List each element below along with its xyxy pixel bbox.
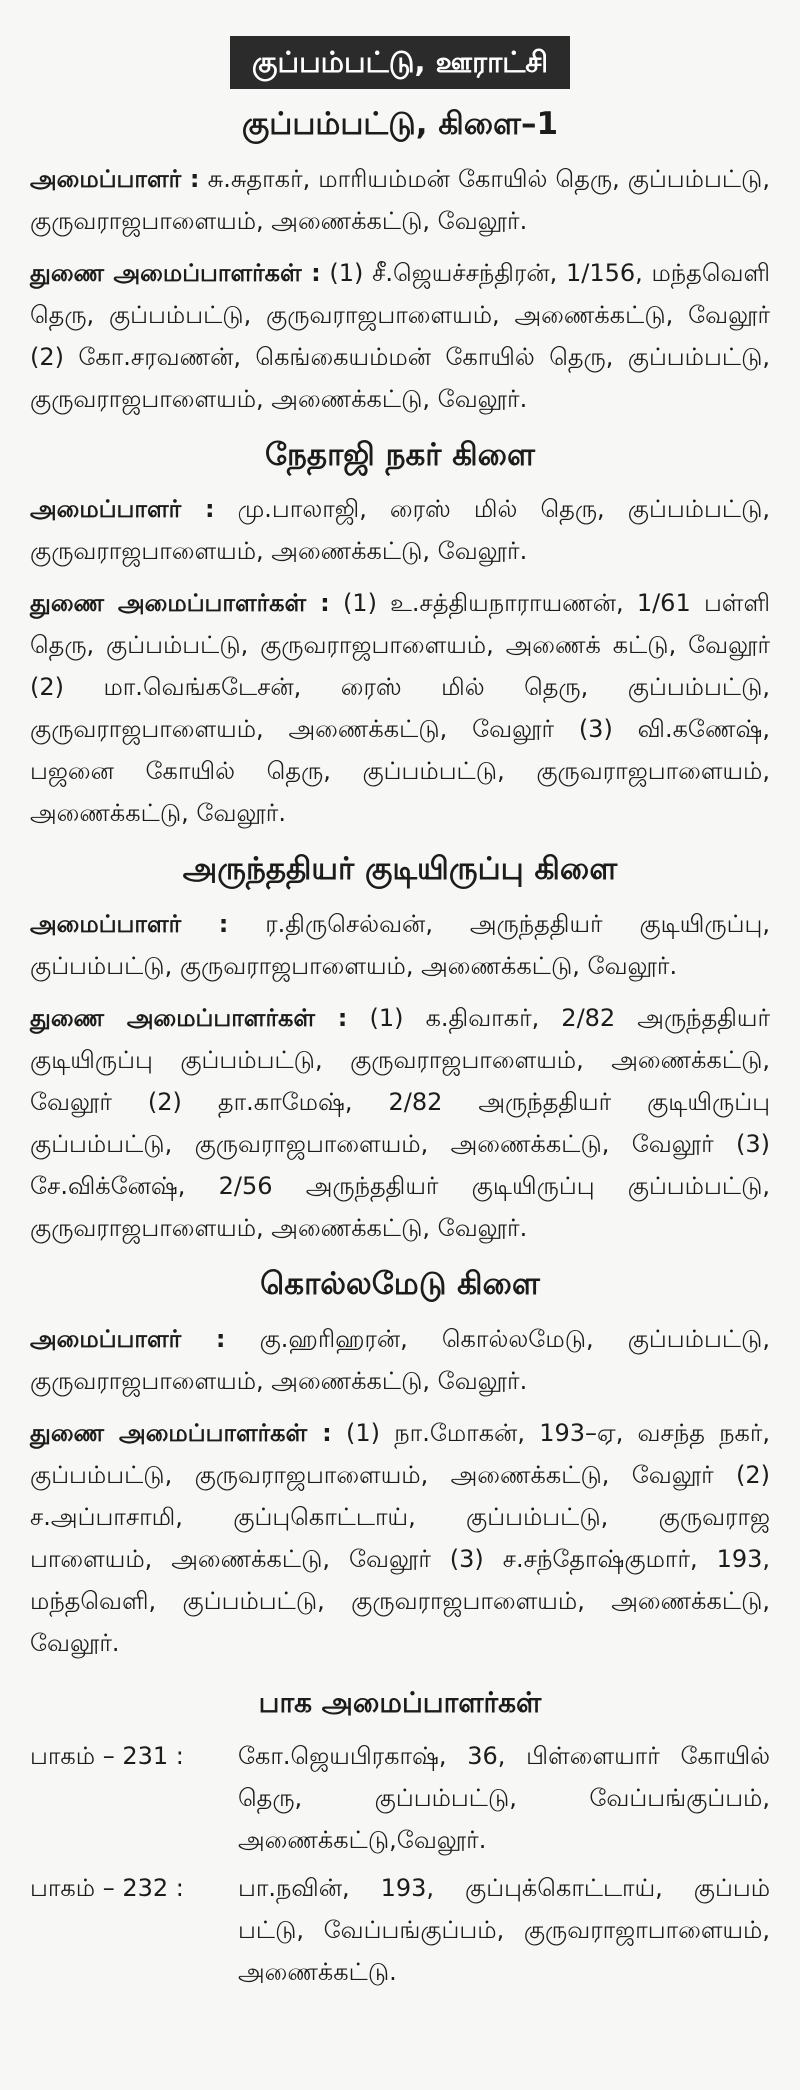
banner-wrap	[30, 36, 770, 89]
branch-section	[30, 1265, 770, 1664]
branch-section	[30, 850, 770, 1249]
booth-number: பாகம் – 231 :	[30, 1741, 184, 1770]
booth-section	[30, 1686, 770, 1993]
branch-title: கொல்லமேடு கிளை	[260, 1266, 540, 1303]
organizer-paragraph	[30, 1318, 770, 1402]
branch-section	[30, 436, 770, 835]
organizer-text: ர.திருசெல்வன், அருந்ததியர் குடியிருப்பு, குப்பம்பட்டு, குருவராஜபாளையம், அணைக்கட்டு, வேலூர்.	[30, 910, 770, 981]
branch-section	[30, 105, 770, 420]
deputy-label: துணை அமைப்பாளர்கள் :	[30, 589, 330, 618]
booth-row	[30, 1867, 770, 1993]
organizer-label: அமைப்பாளர் :	[30, 495, 215, 524]
organizer-label: அமைப்பாளர் :	[30, 1324, 226, 1353]
booth-organizer: கோ.ஜெயபிரகாஷ், 36, பிள்ளையார் கோயில் தெரு, குப்பம்பட்டு, வேப்பங்குப்பம், அணைக்கட்டு,வேலூர்.	[238, 1741, 770, 1854]
branch-title: நேதாஜி நகர் கிளை	[264, 436, 535, 473]
booth-row	[30, 1735, 770, 1861]
branch-title: அருந்ததியர் குடியிருப்பு கிளை	[182, 851, 618, 888]
booth-number: பாகம் – 232 :	[30, 1873, 184, 1902]
branch-title: குப்பம்பட்டு, கிளை–1	[241, 105, 559, 142]
booth-section-title: பாக அமைப்பாளர்கள்	[258, 1685, 542, 1719]
organizer-text: சு.சுதாகர், மாரியம்மன் கோயில் தெரு, குப்பம்பட்டு, குருவராஜபாளையம், அணைக்கட்டு, வேலூர்.	[30, 164, 770, 235]
deputy-label: துணை அமைப்பாளர்கள் :	[30, 1418, 332, 1447]
booth-organizer: பா.நவின், 193, குப்புக்கொட்டாய், குப்பம் பட்டு, வேப்பங்குப்பம், குருவராஜாபாளையம், அணைக்கட்டு.	[238, 1873, 770, 1986]
deputy-label: துணை அமைப்பாளர்கள் :	[30, 1004, 348, 1033]
deputy-paragraph	[30, 252, 770, 420]
deputy-text: (1) நா.மோகன், 193–ஏ, வசந்த நகர், குப்பம்பட்டு, குருவராஜபாளையம், அணைக்கட்டு, வேலூர் (2) ச.அப்பாசாமி, குப்புகொட்டாய், குப்பம்பட்டு, குருவராஜ பாளையம், அணைக்கட்டு, வேலூர் (3) ச.சந்தோஷ்குமார், 193, மந்தவெளி, குப்பம்பட்டு, குருவராஜபாளையம், அணைக்கட்டு, வேலூர்.	[30, 1418, 771, 1657]
organizer-text: மு.பாலாஜி, ரைஸ் மில் தெரு, குப்பம்பட்டு, குருவராஜபாளையம், அணைக்கட்டு, வேலூர்.	[30, 495, 770, 566]
organizer-paragraph	[30, 158, 770, 242]
deputy-paragraph	[30, 997, 770, 1249]
deputy-paragraph	[30, 1412, 770, 1664]
deputy-text: (1) சீ.ஜெயச்சந்திரன், 1/156, மந்தவெளி தெரு, குப்பம்பட்டு, குருவராஜபாளையம், அணைக்கட்டு, வேலூர் (2) கோ.சரவணன், கெங்கையம்மன் கோயில் தெரு, குப்பம்பட்டு, குருவராஜபாளையம், அணைக்கட்டு, வேலூர்.	[30, 258, 770, 413]
organizer-paragraph	[30, 903, 770, 987]
panchayat-banner: குப்பம்பட்டு, ஊராட்சி	[230, 36, 570, 89]
organizer-paragraph	[30, 488, 770, 572]
organizer-text: கு.ஹரிஹரன், கொல்லமேடு, குப்பம்பட்டு, குருவராஜபாளையம், அணைக்கட்டு, வேலூர்.	[30, 1324, 770, 1395]
organizer-label: அமைப்பாளர் :	[30, 910, 229, 939]
deputy-label: துணை அமைப்பாளர்கள் :	[30, 258, 321, 287]
deputy-text: (1) க.திவாகர், 2/82 அருந்ததியர் குடியிருப்பு குப்பம்பட்டு, குருவராஜபாளையம், அணைக்கட்டு, வேலூர் (2) தா.காமேஷ், 2/82 அருந்ததியர் குடியிருப்பு குப்பம்பட்டு, குருவராஜபாளையம், அணைக்கட்டு, வேலூர் (3) சே.விக்னேஷ், 2/56 அருந்ததியர் குடியிருப்பு குப்பம்பட்டு, குருவராஜபாளையம், அணைக்கட்டு, வேலூர்.	[30, 1004, 770, 1243]
deputy-text: (1) உ.சத்தியநாராயணன், 1/61 பள்ளி தெரு, குப்பம்பட்டு, குருவராஜபாளையம், அணைக் கட்டு, வேலூர் (2) மா.வெங்கடேசன், ரைஸ் மில் தெரு, குப்பம்பட்டு, குருவராஜபாளையம், அணைக்கட்டு, வேலூர் (3) வி.கணேஷ், பஜனை கோயில் தெரு, குப்பம்பட்டு, குருவராஜபாளையம், அணைக்கட்டு, வேலூர்.	[30, 589, 770, 828]
organizer-label: அமைப்பாளர் :	[30, 164, 200, 193]
deputy-paragraph	[30, 582, 770, 834]
